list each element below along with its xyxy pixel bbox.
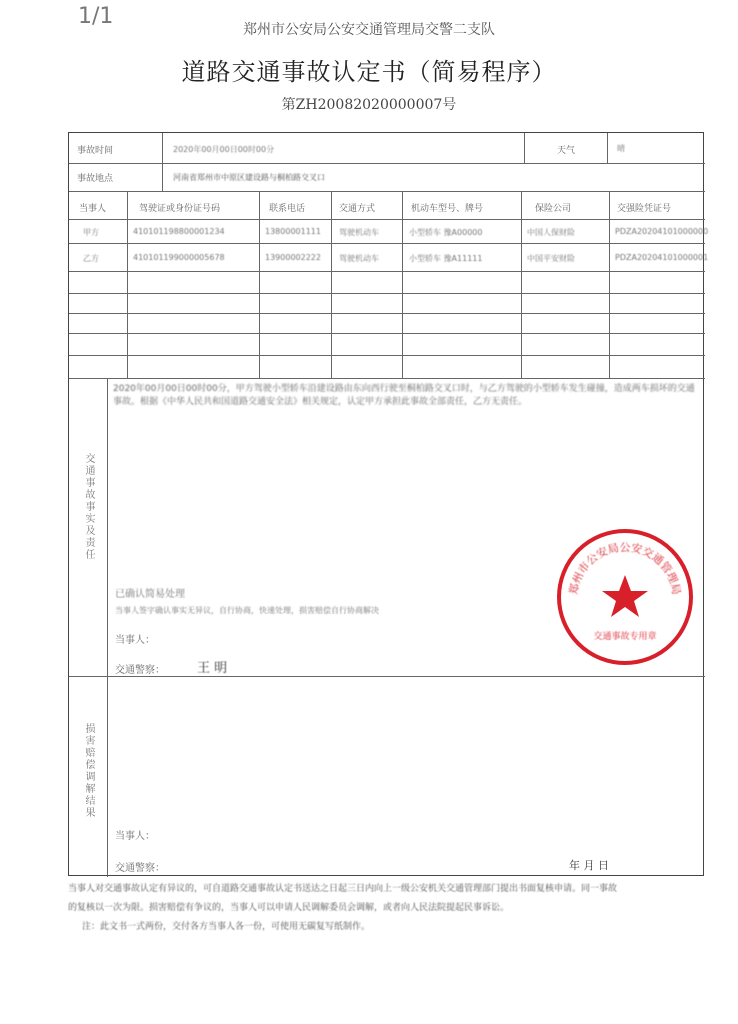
mediation-party-label: 当事人： bbox=[115, 831, 155, 842]
weather-value: 晴 bbox=[617, 144, 625, 153]
col-phone: 联系电话 bbox=[269, 204, 306, 214]
issuer-name: 郑州市公安局公安交通管理局交警二支队 bbox=[243, 22, 495, 38]
party-1-phone: 13800001111 bbox=[265, 227, 321, 236]
sign-title: 已确认简易处理 bbox=[115, 589, 185, 600]
party-2-name: 乙方 bbox=[83, 254, 99, 263]
document-title: 道路交通事故认定书（简易程序） bbox=[181, 58, 557, 86]
sign-note: 当事人签字确认事实无异议，自行协商，快速处理，损害赔偿自行协商解决 bbox=[115, 606, 379, 615]
col-party: 当事人 bbox=[79, 204, 107, 214]
accident-location-value: 河南省郑州市中原区建设路与桐柏路交叉口 bbox=[173, 173, 325, 182]
officer-signature: 王 明 bbox=[197, 661, 228, 676]
party-1-plate: 小型轿车 豫A00000 bbox=[409, 228, 483, 237]
page-indicator: 1/1 bbox=[78, 4, 114, 29]
document-number: 第ZH20082020000007号 bbox=[281, 97, 457, 113]
party-1-policy: PDZA20204101000000 bbox=[615, 227, 709, 236]
accident-location-label: 事故地点 bbox=[77, 174, 114, 184]
footer-line-3: 注：此文书一式两份，交付各方当事人各一份，可使用无碳复写纸制作。 bbox=[82, 922, 371, 932]
party-1-id: 410101198800001234 bbox=[133, 227, 225, 236]
party-2-insurer: 中国平安财险 bbox=[527, 254, 575, 263]
party-2-plate: 小型轿车 豫A11111 bbox=[409, 254, 483, 263]
party-1-name: 甲方 bbox=[83, 228, 99, 237]
col-policy: 交强险凭证号 bbox=[617, 204, 672, 214]
mediation-officer-label: 交通警察： bbox=[115, 863, 165, 874]
party-1-mode: 驾驶机动车 bbox=[339, 228, 379, 237]
seal-bottom-text: 交通事故专用章 bbox=[593, 632, 657, 642]
party-2-mode: 驾驶机动车 bbox=[339, 254, 379, 263]
mediation-section-label: 损害赔偿调解结果 bbox=[83, 723, 94, 819]
fact-text: 2020年00月00日00时00分，甲方驾驶小型轿车沿建设路由东向西行驶至桐柏路交叉口时，与乙方驾驶的小型轿车发生碰撞，造成两车损坏的交通事故。根据《中华人民共和国道路交通安全法》相关规定，认定甲方承担此事故全部责任，乙方无责任。 bbox=[113, 384, 695, 407]
footer-line-1: 当事人对交通事故认定有异议的，可自道路交通事故认定书送达之日起三日内向上一级公安机关交通管理部门提出书面复核申请。同一事故 bbox=[68, 884, 618, 894]
official-seal-icon bbox=[555, 527, 695, 667]
party-2-policy: PDZA20204101000001 bbox=[615, 253, 709, 262]
party-2-id: 410101199000005678 bbox=[133, 253, 225, 262]
party-1-insurer: 中国人保财险 bbox=[527, 228, 575, 237]
party-2-phone: 13900002222 bbox=[265, 253, 321, 262]
col-id: 驾驶证或身份证号码 bbox=[139, 204, 221, 214]
seal-arc-text: 郑州市公安局公安交通管理局 bbox=[567, 541, 683, 596]
col-insurer: 保险公司 bbox=[535, 204, 572, 214]
fact-party-label: 当事人： bbox=[115, 635, 155, 646]
fact-officer-label: 交通警察： bbox=[115, 665, 165, 676]
accident-form bbox=[68, 132, 709, 876]
weather-label: 天气 bbox=[557, 146, 576, 156]
accident-time-label: 事故时间 bbox=[77, 146, 114, 156]
footer-notes bbox=[68, 880, 708, 937]
accident-time-value: 2020年00月00日00时00分 bbox=[173, 145, 275, 154]
footer-line-2: 的复核以一次为限。损害赔偿有争议的，当事人可以申请人民调解委员会调解，或者向人民法院提起民事诉讼。 bbox=[68, 903, 510, 913]
col-mode: 交通方式 bbox=[339, 204, 376, 214]
mediation-date: 年 月 日 bbox=[569, 859, 609, 872]
col-plate: 机动车型号、牌号 bbox=[411, 204, 484, 214]
fact-section-label: 交通事故事实及责任 bbox=[83, 453, 94, 561]
